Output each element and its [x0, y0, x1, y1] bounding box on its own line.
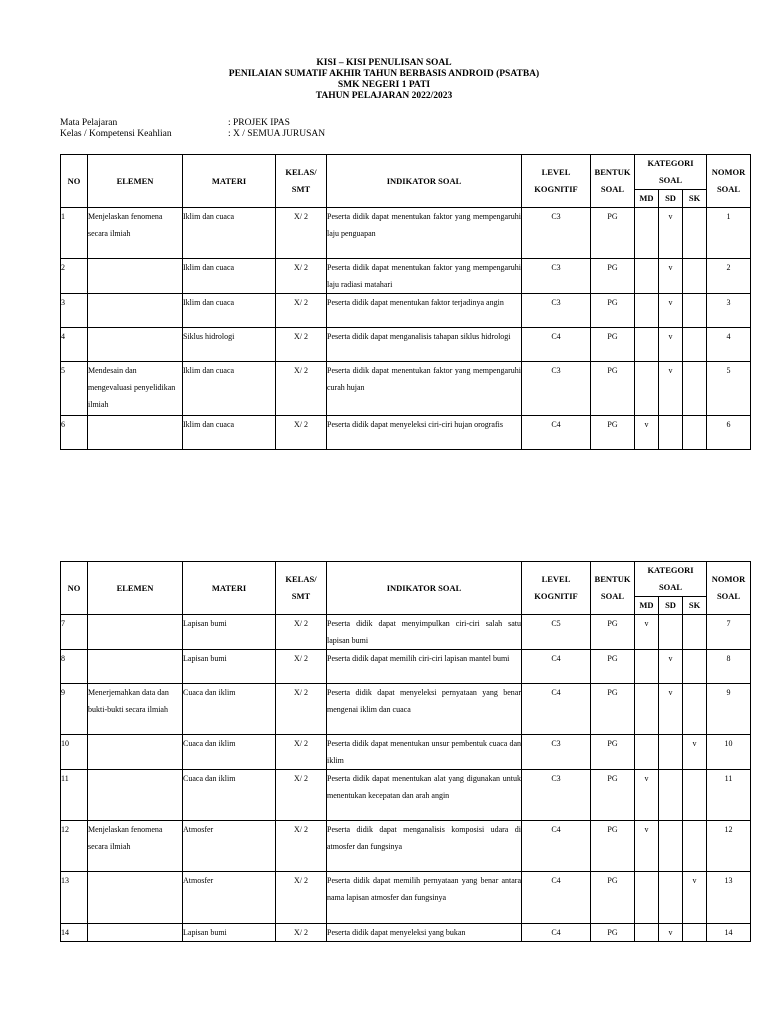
table-row — [61, 650, 751, 684]
header-nomor: NOMOR SOAL — [707, 562, 751, 615]
meta-subject-row — [60, 118, 325, 129]
cell-sd: v — [659, 362, 683, 416]
cell-indikator: Peserta didik dapat menyeleksi ciri-ciri hujan orografis — [327, 416, 522, 450]
cell-no: 12 — [61, 821, 88, 872]
cell-bentuk: PG — [591, 770, 635, 821]
cell-md — [635, 872, 659, 924]
cell-md — [635, 735, 659, 770]
table-row — [61, 259, 751, 294]
cell-indikator: Peserta didik dapat menganalisis komposisi udara di atmosfer dan fungsinya — [327, 821, 522, 872]
cell-kelas: X/ 2 — [276, 259, 327, 294]
table-row — [61, 872, 751, 924]
cell-level: C3 — [522, 770, 591, 821]
cell-no: 3 — [61, 294, 88, 328]
header-md: MD — [635, 190, 659, 208]
cell-nomor: 12 — [707, 821, 751, 872]
cell-elemen — [88, 416, 183, 450]
header-materi: MATERI — [183, 155, 276, 208]
cell-sk — [683, 416, 707, 450]
header-level: LEVEL KOGNITIF — [522, 562, 591, 615]
cell-sd — [659, 735, 683, 770]
cell-nomor: 7 — [707, 615, 751, 650]
cell-sk — [683, 259, 707, 294]
cell-nomor: 4 — [707, 328, 751, 362]
cell-level: C4 — [522, 924, 591, 942]
header-no: NO — [61, 155, 88, 208]
meta-class-row — [60, 129, 325, 140]
cell-kelas: X/ 2 — [276, 770, 327, 821]
cell-no: 8 — [61, 650, 88, 684]
cell-sk — [683, 328, 707, 362]
cell-level: C5 — [522, 615, 591, 650]
cell-nomor: 14 — [707, 924, 751, 942]
cell-indikator: Peserta didik dapat memilih pernyataan yang benar antara nama lapisan atmosfer dan fungsinya — [327, 872, 522, 924]
cell-indikator: Peserta didik dapat menentukan faktor yang mempengaruhi laju penguapan — [327, 208, 522, 259]
cell-sk — [683, 924, 707, 942]
cell-sd — [659, 770, 683, 821]
cell-elemen — [88, 328, 183, 362]
cell-sk — [683, 615, 707, 650]
cell-level: C4 — [522, 650, 591, 684]
cell-indikator: Peserta didik dapat menyimpulkan ciri-ciri salah satu lapisan bumi — [327, 615, 522, 650]
cell-materi: Iklim dan cuaca — [183, 294, 276, 328]
kisi-table-1 — [60, 154, 751, 450]
cell-level: C3 — [522, 735, 591, 770]
cell-sd — [659, 615, 683, 650]
cell-bentuk: PG — [591, 362, 635, 416]
cell-level: C4 — [522, 328, 591, 362]
cell-sk — [683, 821, 707, 872]
header-level: LEVEL KOGNITIF — [522, 155, 591, 208]
cell-sk: v — [683, 872, 707, 924]
cell-no: 9 — [61, 684, 88, 735]
cell-materi: Siklus hidrologi — [183, 328, 276, 362]
header-sd: SD — [659, 190, 683, 208]
cell-bentuk: PG — [591, 259, 635, 294]
cell-kelas: X/ 2 — [276, 416, 327, 450]
cell-nomor: 13 — [707, 872, 751, 924]
header-kelas: KELAS/ SMT — [276, 562, 327, 615]
cell-sd: v — [659, 259, 683, 294]
cell-sk: v — [683, 735, 707, 770]
cell-bentuk: PG — [591, 924, 635, 942]
cell-materi: Iklim dan cuaca — [183, 362, 276, 416]
table-row — [61, 684, 751, 735]
table-row — [61, 362, 751, 416]
cell-elemen — [88, 615, 183, 650]
cell-sk — [683, 684, 707, 735]
table-row — [61, 821, 751, 872]
cell-sk — [683, 362, 707, 416]
cell-sd: v — [659, 924, 683, 942]
document-header — [0, 58, 768, 102]
cell-bentuk: PG — [591, 872, 635, 924]
cell-sk — [683, 294, 707, 328]
cell-md — [635, 650, 659, 684]
cell-indikator: Peserta didik dapat menentukan faktor terjadinya angin — [327, 294, 522, 328]
header-indikator: INDIKATOR SOAL — [327, 155, 522, 208]
cell-no: 1 — [61, 208, 88, 259]
cell-elemen: Menjelaskan fenomena secara ilmiah — [88, 208, 183, 259]
cell-bentuk: PG — [591, 294, 635, 328]
header-sd: SD — [659, 597, 683, 615]
cell-sk — [683, 770, 707, 821]
table-row — [61, 770, 751, 821]
cell-level: C3 — [522, 208, 591, 259]
cell-level: C3 — [522, 362, 591, 416]
cell-nomor: 11 — [707, 770, 751, 821]
cell-materi: Atmosfer — [183, 821, 276, 872]
cell-materi: Cuaca dan iklim — [183, 770, 276, 821]
cell-materi: Atmosfer — [183, 872, 276, 924]
cell-materi: Lapisan bumi — [183, 924, 276, 942]
cell-kelas: X/ 2 — [276, 684, 327, 735]
cell-level: C3 — [522, 259, 591, 294]
cell-md — [635, 328, 659, 362]
cell-kelas: X/ 2 — [276, 735, 327, 770]
header-school: SMK NEGERI 1 PATI — [337, 80, 431, 90]
cell-bentuk: PG — [591, 735, 635, 770]
cell-materi: Lapisan bumi — [183, 650, 276, 684]
cell-indikator: Peserta didik dapat memilih ciri-ciri lapisan mantel bumi — [327, 650, 522, 684]
cell-kelas: X/ 2 — [276, 208, 327, 259]
cell-elemen: Menerjemahkan data dan bukti-bukti secara ilmiah — [88, 684, 183, 735]
cell-sd: v — [659, 684, 683, 735]
document-meta — [60, 118, 325, 140]
cell-kelas: X/ 2 — [276, 328, 327, 362]
kisi-table-2 — [60, 561, 751, 942]
cell-materi: Lapisan bumi — [183, 615, 276, 650]
cell-kelas: X/ 2 — [276, 615, 327, 650]
cell-materi: Iklim dan cuaca — [183, 416, 276, 450]
cell-sk — [683, 208, 707, 259]
cell-sd — [659, 872, 683, 924]
cell-md — [635, 294, 659, 328]
cell-nomor: 9 — [707, 684, 751, 735]
cell-bentuk: PG — [591, 615, 635, 650]
cell-bentuk: PG — [591, 684, 635, 735]
cell-elemen — [88, 259, 183, 294]
cell-nomor: 5 — [707, 362, 751, 416]
cell-md — [635, 924, 659, 942]
header-kelas: KELAS/ SMT — [276, 155, 327, 208]
cell-no: 2 — [61, 259, 88, 294]
cell-indikator: Peserta didik dapat menyeleksi pernyataan yang benar mengenai iklim dan cuaca — [327, 684, 522, 735]
cell-no: 13 — [61, 872, 88, 924]
cell-indikator: Peserta didik dapat menentukan unsur pembentuk cuaca dan iklim — [327, 735, 522, 770]
cell-kelas: X/ 2 — [276, 294, 327, 328]
header-indikator: INDIKATOR SOAL — [327, 562, 522, 615]
cell-sd: v — [659, 294, 683, 328]
header-materi: MATERI — [183, 562, 276, 615]
cell-elemen — [88, 872, 183, 924]
table-row — [61, 328, 751, 362]
header-sk: SK — [683, 190, 707, 208]
cell-level: C4 — [522, 872, 591, 924]
cell-sd: v — [659, 208, 683, 259]
cell-indikator: Peserta didik dapat menentukan alat yang digunakan untuk menentukan kecepatan dan arah angin — [327, 770, 522, 821]
header-kategori: KATEGORI SOAL — [635, 155, 707, 190]
meta-subject-label: Mata Pelajaran — [60, 118, 118, 128]
cell-nomor: 2 — [707, 259, 751, 294]
cell-md — [635, 684, 659, 735]
cell-no: 7 — [61, 615, 88, 650]
table-row — [61, 735, 751, 770]
header-title: KISI – KISI PENULISAN SOAL — [316, 58, 452, 68]
cell-level: C4 — [522, 821, 591, 872]
header-sk: SK — [683, 597, 707, 615]
cell-sd: v — [659, 650, 683, 684]
cell-nomor: 1 — [707, 208, 751, 259]
cell-kelas: X/ 2 — [276, 924, 327, 942]
header-exam-name: PENILAIAN SUMATIF AKHIR TAHUN BERBASIS ANDROID (PSATBA) — [228, 69, 540, 79]
cell-level: C3 — [522, 294, 591, 328]
cell-md — [635, 362, 659, 416]
cell-md: v — [635, 821, 659, 872]
header-elemen: ELEMEN — [88, 155, 183, 208]
cell-no: 11 — [61, 770, 88, 821]
meta-class-label: Kelas / Kompetensi Keahlian — [60, 129, 172, 139]
cell-sd — [659, 821, 683, 872]
header-kategori: KATEGORI SOAL — [635, 562, 707, 597]
header-no: NO — [61, 562, 88, 615]
cell-nomor: 8 — [707, 650, 751, 684]
cell-kelas: X/ 2 — [276, 362, 327, 416]
cell-no: 6 — [61, 416, 88, 450]
cell-indikator: Peserta didik dapat menganalisis tahapan siklus hidrologi — [327, 328, 522, 362]
cell-elemen — [88, 650, 183, 684]
cell-md: v — [635, 416, 659, 450]
cell-nomor: 3 — [707, 294, 751, 328]
header-elemen: ELEMEN — [88, 562, 183, 615]
cell-md: v — [635, 770, 659, 821]
cell-materi: Iklim dan cuaca — [183, 208, 276, 259]
cell-level: C4 — [522, 684, 591, 735]
cell-no: 4 — [61, 328, 88, 362]
cell-sd — [659, 416, 683, 450]
cell-level: C4 — [522, 416, 591, 450]
table-row — [61, 208, 751, 259]
cell-sd: v — [659, 328, 683, 362]
cell-elemen — [88, 735, 183, 770]
cell-kelas: X/ 2 — [276, 872, 327, 924]
cell-md — [635, 259, 659, 294]
table-row — [61, 615, 751, 650]
table-row — [61, 924, 751, 942]
cell-bentuk: PG — [591, 650, 635, 684]
table-row — [61, 294, 751, 328]
cell-materi: Cuaca dan iklim — [183, 735, 276, 770]
cell-sk — [683, 650, 707, 684]
table-row — [61, 416, 751, 450]
cell-bentuk: PG — [591, 208, 635, 259]
cell-no: 5 — [61, 362, 88, 416]
cell-elemen: Mendesain dan mengevaluasi penyelidikan ilmiah — [88, 362, 183, 416]
cell-materi: Cuaca dan iklim — [183, 684, 276, 735]
cell-nomor: 6 — [707, 416, 751, 450]
cell-kelas: X/ 2 — [276, 821, 327, 872]
header-md: MD — [635, 597, 659, 615]
cell-indikator: Peserta didik dapat menentukan faktor yang mempengaruhi laju radiasi matahari — [327, 259, 522, 294]
cell-bentuk: PG — [591, 821, 635, 872]
cell-kelas: X/ 2 — [276, 650, 327, 684]
cell-elemen — [88, 924, 183, 942]
cell-indikator: Peserta didik dapat menyeleksi yang bukan — [327, 924, 522, 942]
header-bentuk: BENTUK SOAL — [591, 155, 635, 208]
cell-md — [635, 208, 659, 259]
cell-bentuk: PG — [591, 416, 635, 450]
meta-subject-value: : PROJEK IPAS — [228, 118, 290, 128]
cell-nomor: 10 — [707, 735, 751, 770]
header-year: TAHUN PELAJARAN 2022/2023 — [315, 91, 453, 101]
cell-elemen: Menjelaskan fenomena secara ilmiah — [88, 821, 183, 872]
cell-elemen — [88, 294, 183, 328]
header-bentuk: BENTUK SOAL — [591, 562, 635, 615]
cell-bentuk: PG — [591, 328, 635, 362]
cell-no: 14 — [61, 924, 88, 942]
cell-no: 10 — [61, 735, 88, 770]
meta-class-value: : X / SEMUA JURUSAN — [228, 129, 326, 139]
cell-elemen — [88, 770, 183, 821]
cell-materi: Iklim dan cuaca — [183, 259, 276, 294]
header-nomor: NOMOR SOAL — [707, 155, 751, 208]
cell-indikator: Peserta didik dapat menentukan faktor yang mempengaruhi curah hujan — [327, 362, 522, 416]
cell-md: v — [635, 615, 659, 650]
